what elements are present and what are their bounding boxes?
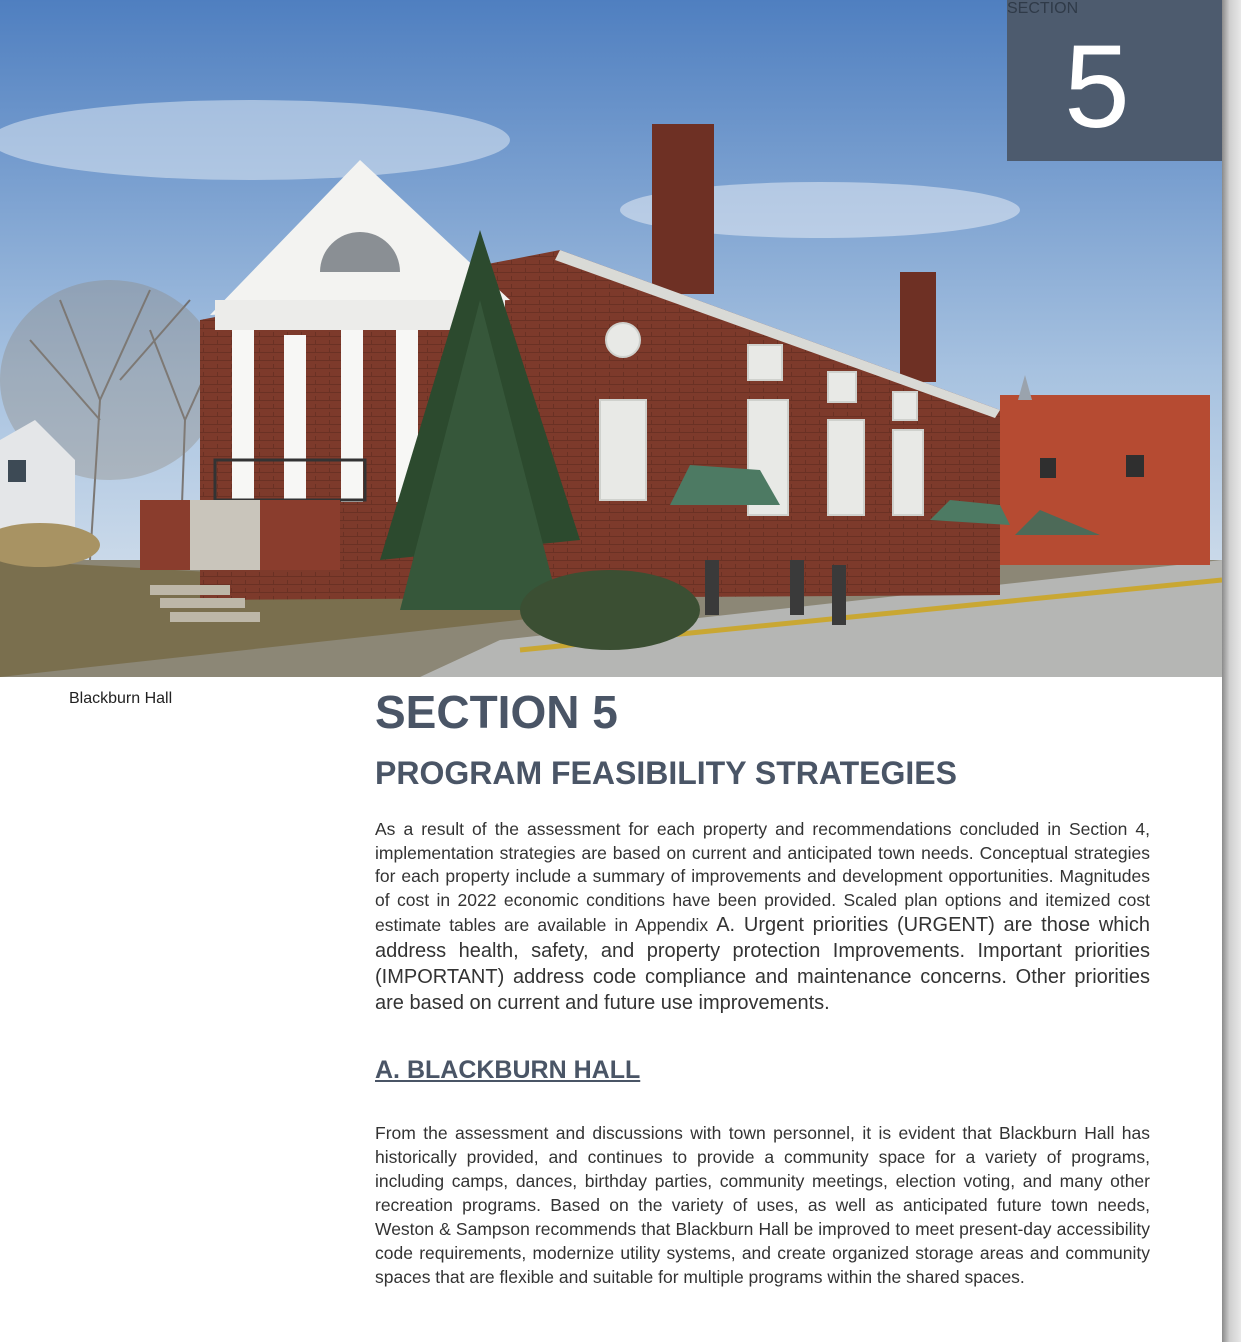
section-subtitle: PROGRAM FEASIBILITY STRATEGIES (375, 755, 957, 791)
photo-caption: Blackburn Hall (69, 690, 173, 707)
subsection-body: From the assessment and discussions with town personnel, it is evident that Blackburn Hall has historically provided, and continues to provide a community space for a variety of programs, including camps, dances, birthday parties, community meetings, election voting, and many other recreation programs. Based on the variety of uses, as well as anticipated future town needs, Weston & Sampson recommends that Blackburn Hall be improved to meet present-day accessibility code requirements, modernize utility systems, and create organized storage areas and community spaces that are flexible and suitable for multiple programs within the shared spaces. (375, 1123, 1150, 1287)
section-title: SECTION 5 (375, 686, 618, 738)
intro-part-2: A. Urgent priorities (URGENT) are those which address health, safety, and property protection Improvements. Important priorities (IMPORTANT) address code compliance and maintenance concerns. Other priorities are based on current and future use improvements. (375, 914, 1150, 1014)
intro-paragraph (375, 818, 1150, 1016)
main-content (375, 686, 1150, 1289)
intro-part-1: As a result of the assessment for each property and recommendations concluded in Section 4, implementation strategies are based on current and anticipated town needs. Conceptual strategies for each property include a summary of improvements and development opportunities. Magnitudes of cost in 2022 economic conditions have been provided. Scaled plan options and itemized cost estimate tables are available in Appendix (375, 819, 1150, 935)
section-tab-word: SECTION (1007, 0, 1079, 17)
page-edge-shadow (1222, 0, 1241, 1342)
subsection-title: A. BLACKBURN HALL (375, 1056, 641, 1084)
section-tab-number: 5 (1064, 21, 1130, 153)
